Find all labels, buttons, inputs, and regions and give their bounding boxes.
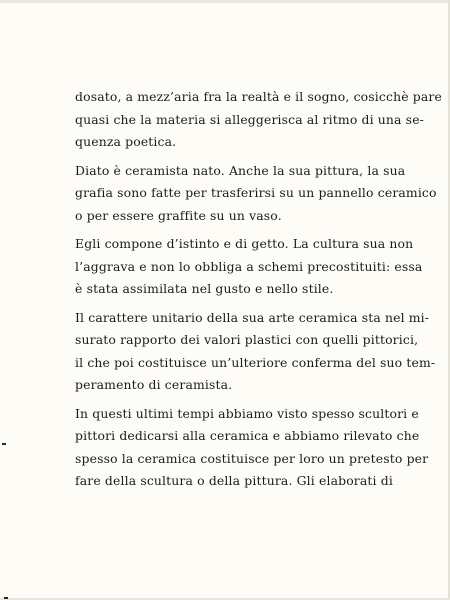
text-line: Il carattere unitario della sua arte ceramica sta nel mi- bbox=[75, 309, 430, 325]
text-line: quasi che la materia si alleggerisca al ritmo di una se- bbox=[75, 111, 425, 127]
text-line: l’aggrava e non lo obbliga a schemi precostituiti: essa bbox=[75, 258, 423, 274]
text-line: grafia sono fatte per trasferirsi su un pannello ceramico bbox=[75, 185, 437, 200]
text-line: il che poi costituisce un’ulteriore conferma del suo tem- bbox=[75, 354, 436, 370]
text-line: peramento di ceramista. bbox=[75, 377, 233, 392]
text-line: surato rapporto dei valori plastici con quelli pittorici, bbox=[75, 332, 419, 347]
text-line: spesso la ceramica costituisce per loro un pretesto per bbox=[75, 450, 429, 466]
paragraph bbox=[75, 160, 437, 228]
page-edge-top bbox=[0, 0, 450, 3]
text-line: fare della scultura o della pittura. Gli elaborati di bbox=[75, 473, 393, 488]
text-line: o per essere graffite su un vaso. bbox=[75, 207, 282, 223]
paragraph bbox=[75, 403, 429, 493]
text-line: quenza poetica. bbox=[75, 134, 177, 149]
body-text bbox=[75, 86, 442, 499]
paragraph bbox=[75, 86, 442, 154]
margin-mark bbox=[2, 443, 6, 445]
text-line: è stata assimilata nel gusto e nello stile. bbox=[75, 281, 334, 296]
text-line: Egli compone d’istinto e di getto. La cultura sua non bbox=[75, 236, 414, 251]
paragraph bbox=[75, 233, 423, 301]
text-line: dosato, a mezz’aria fra la realtà e il sogno, cosicchè pare bbox=[75, 89, 442, 104]
margin-mark bbox=[4, 597, 8, 599]
text-line: Diato è ceramista nato. Anche la sua pittura, la sua bbox=[75, 162, 406, 178]
text-line: pittori dedicarsi alla ceramica e abbiamo rilevato che bbox=[75, 428, 420, 443]
paragraph bbox=[75, 307, 436, 397]
text-line: In questi ultimi tempi abbiamo visto spesso scultori e bbox=[75, 405, 419, 421]
